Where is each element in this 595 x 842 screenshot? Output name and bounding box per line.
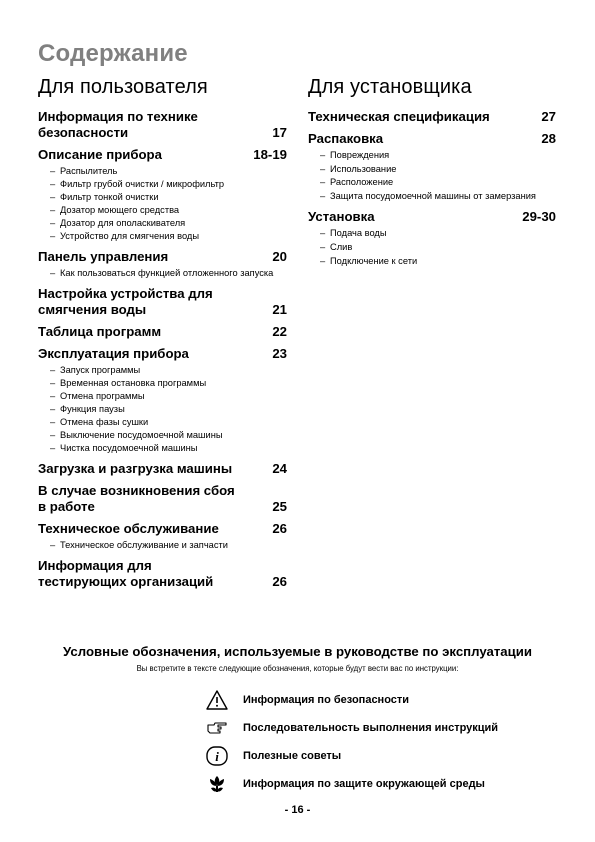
toc-entry [38,483,287,515]
toc-entry-page: 28 [541,131,556,146]
toc-subitem: – Использование [320,163,556,177]
legend-item [205,770,498,798]
legend-intro: Вы встретите в тексте следующие обозначения, которые будут вести вас по инструкции: [136,664,459,673]
toc-subitems [308,149,556,203]
toc-entry-header [38,346,287,362]
toc-subitem: – Временная остановка программы [50,377,287,390]
toc-subitems [38,165,287,243]
toc-entry-header [38,558,287,590]
toc-entry-page: 18-19 [253,147,287,162]
toc-entry-header [38,521,287,537]
toc-subitem: – Запуск программы [50,364,287,377]
toc-subitem: – Отмена фазы сушки [50,416,287,429]
toc-subitem: – Подача воды [320,227,556,241]
toc-subitem: – Распылитель [50,165,287,178]
toc-entry-title: Описание прибора [38,147,162,162]
legend-item [205,686,498,714]
toc-entry [308,209,556,268]
legend-title: Условные обозначения, используемые в руководстве по эксплуатации [63,644,532,659]
toc-entry-header [308,209,556,225]
toc-entry-page: 26 [272,521,287,536]
toc-entry-header [38,109,287,141]
legend-label: Полезные советы [243,750,342,762]
toc-entry [38,461,287,477]
toc-entry-page: 27 [541,109,556,124]
legend-item [205,714,498,742]
toc-entry-header [308,131,556,147]
user-section-heading: Для пользователя [38,76,208,98]
toc-subitem: – Функция паузы [50,403,287,416]
toc-entry-title: Установка [308,209,375,225]
toc-entry-header [38,483,287,515]
toc-entry-header [38,249,287,265]
toc-entry-title: Панель управления [38,249,169,264]
warning-triangle-icon [205,689,229,711]
toc-entry-header [38,286,287,318]
toc-subitem: – Расположение [320,176,556,190]
toc-subitem: – Повреждения [320,149,556,163]
toc-entry [38,109,287,141]
toc-entry [38,521,287,552]
toc-entry-page: 25 [272,499,287,514]
legend-label: Информация по защите окружающей среды [243,778,485,790]
toc-entry [38,346,287,455]
toc-entry-title: Настройка устройства для смягчения воды [38,286,213,317]
toc-subitem: – Выключение посудомоечной машины [50,429,287,442]
toc-entry [38,249,287,280]
toc-subitems [38,364,287,455]
page-title: Содержание [38,40,188,67]
toc-subitem: – Дозатор моющего средства [50,204,287,217]
toc-entry-header [38,324,287,340]
toc-entry-header [38,147,287,163]
toc-entry-page: 20 [272,249,287,264]
toc-entry-title: Распаковка [308,131,384,146]
toc-entry-title: Загрузка и разгрузка машины [38,461,233,476]
toc-subitem: – Слив [320,241,556,255]
legend-item [205,742,498,770]
toc-entry-title: Техническая спецификация [308,109,490,124]
toc-entry-page: 22 [272,324,287,339]
toc-entry [38,286,287,318]
toc-subitem: – Чистка посудомоечной машины [50,442,287,455]
toc-entry-header [308,109,556,125]
toc-entry-title: Таблица программ [38,324,162,339]
flower-icon [205,773,229,795]
toc-entry [38,147,287,243]
toc-entry [38,324,287,340]
user-column [38,76,287,596]
toc-entry-title: В случае возникновения сбоя в работе [38,483,235,514]
installer-toc-list [308,109,556,268]
toc-entry-page: 17 [272,125,287,140]
toc-subitem: – Дозатор для ополаскивателя [50,217,287,230]
installer-section-heading: Для установщика [308,76,472,98]
toc-subitem: – Устройство для смягчения воды [50,230,287,243]
toc-subitem: – Техническое обслуживание и запчасти [50,539,287,552]
toc-subitem: – Защита посудомоечной машины от замерзания [320,190,556,204]
toc-entry-page: 21 [272,302,287,317]
info-icon [205,745,229,767]
toc-subitems [38,539,287,552]
toc-subitems [38,267,287,280]
legend-label: Информация по безопасности [243,694,410,706]
toc-subitem: – Фильтр грубой очистки / микрофильтр [50,178,287,191]
toc-entry-page: 23 [272,346,287,361]
toc-subitem: – Подключение к сети [320,255,556,269]
toc-entry-header [38,461,287,477]
user-toc-list [38,109,287,590]
toc-entry-title: Техническое обслуживание [38,521,219,536]
pointing-hand-icon [205,717,229,739]
toc-entry-page: 29-30 [522,209,556,225]
toc-subitems [308,227,556,268]
legend-header [0,644,595,673]
page-number: - 16 - [284,804,311,816]
svg-text:i: i [215,749,219,764]
toc-entry [308,109,556,125]
toc-subitem: – Фильтр тонкой очистки [50,191,287,204]
toc-entry-title: Эксплуатация прибора [38,346,189,361]
toc-entry [308,131,556,203]
legend-list [205,686,498,798]
installer-column [308,76,556,274]
toc-subitem: – Отмена программы [50,390,287,403]
legend-label: Последовательность выполнения инструкций [243,722,499,734]
toc-entry-page: 26 [272,574,287,589]
toc-subitem: – Как пользоваться функцией отложенного запуска [50,267,287,280]
toc-entry-title: Информация по технике безопасности [38,109,198,140]
toc-entry [38,558,287,590]
toc-entry-title: Информация для тестирующих организаций [38,558,214,589]
toc-entry-page: 24 [272,461,287,476]
